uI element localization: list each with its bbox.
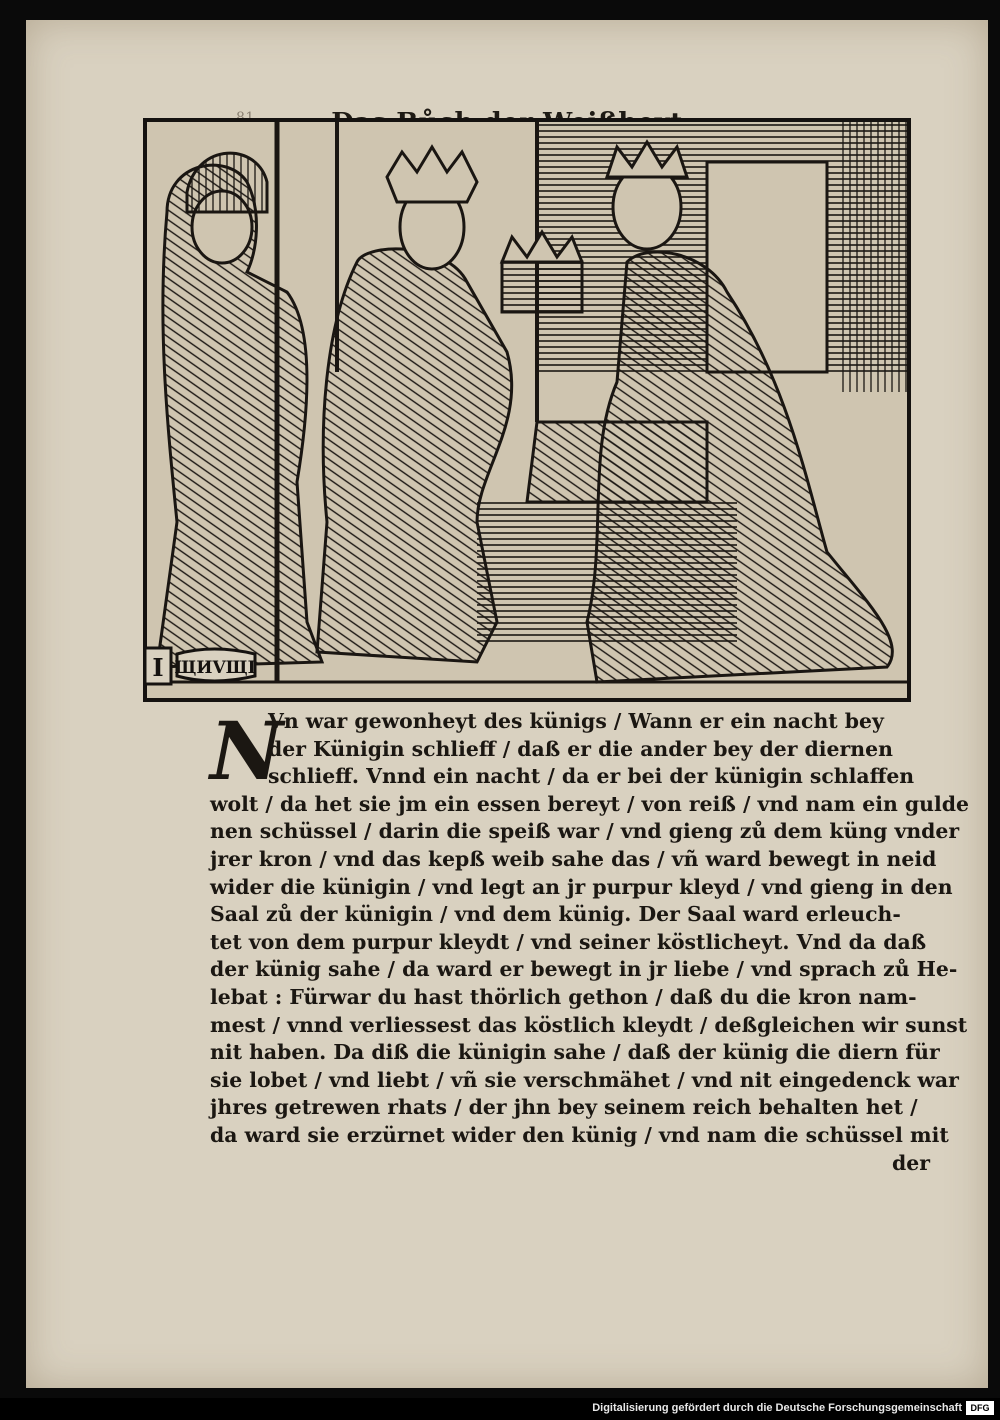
text-line: schlieff. Vnnd ein nacht / da er bei der künigin schlaffen [268,764,915,789]
text-line: jrer kron / vnd das kepß weib sahe das / vñ ward bewegt in neid [210,846,937,871]
body-text [210,704,969,1177]
signature-letter: I [152,653,164,682]
text-line: Vn war gewonheyt des künigs / Wann er ein nacht bey [268,709,884,733]
footer-bar [0,1398,1000,1420]
footer-credit: Digitalisierung gefördert durch die Deutsche Forschungsgemeinschaft [592,1402,962,1414]
text-line: der Künigin schlieff / daß er die ander bey der diernen [268,736,893,761]
text-line: jhres getrewen rhats / der jhn bey seinem reich behalten het / [210,1095,918,1120]
text-line: da ward sie erzürnet wider den künig / vnd nam die schüssel mit [210,1122,949,1147]
text-line: lebat : Fürwar du hast thörlich gethon / daß du die kron nam- [210,984,917,1009]
text-line: nen schüssel / darin die speiß war / vnd gieng zů dem küng vnder [210,819,960,844]
signature-plate [143,640,263,690]
text-line: mest / vnnd verliessest das köstlich kleydt / deßgleichen wir sunst [210,1012,968,1037]
signature-inscription: ЩИVЩI [174,658,256,678]
woodcut-image [147,122,907,698]
text-line: sie lobet / vnd liebt / vñ sie verschmähet / vnd nit eingedenck war [210,1067,959,1092]
text-line: nit haben. Da diß die künigin sahe / daß der künig die diern für [210,1040,940,1065]
text-line: wolt / da het sie jm ein essen bereyt / von reiß / vnd nam ein gulde [210,791,969,816]
text-line: der künig sahe / da ward er bewegt in jr liebe / vnd sprach zů He- [210,957,958,982]
text-line: wider die künigin / vnd legt an jr purpur kleyd / vnd gieng in den [210,874,953,899]
dfg-logo: DFG [966,1401,994,1415]
catchword: der [892,1150,930,1175]
woodcut-signature [143,640,263,690]
text-line: Saal zů der künigin / vnd dem künig. Der Saal ward erleuch- [210,902,901,927]
woodcut-illustration [143,118,911,702]
drop-cap-initial: N [210,704,284,798]
text-line: tet von dem purpur kleydt / vnd seiner köstlicheyt. Vnd da daß [210,929,927,954]
